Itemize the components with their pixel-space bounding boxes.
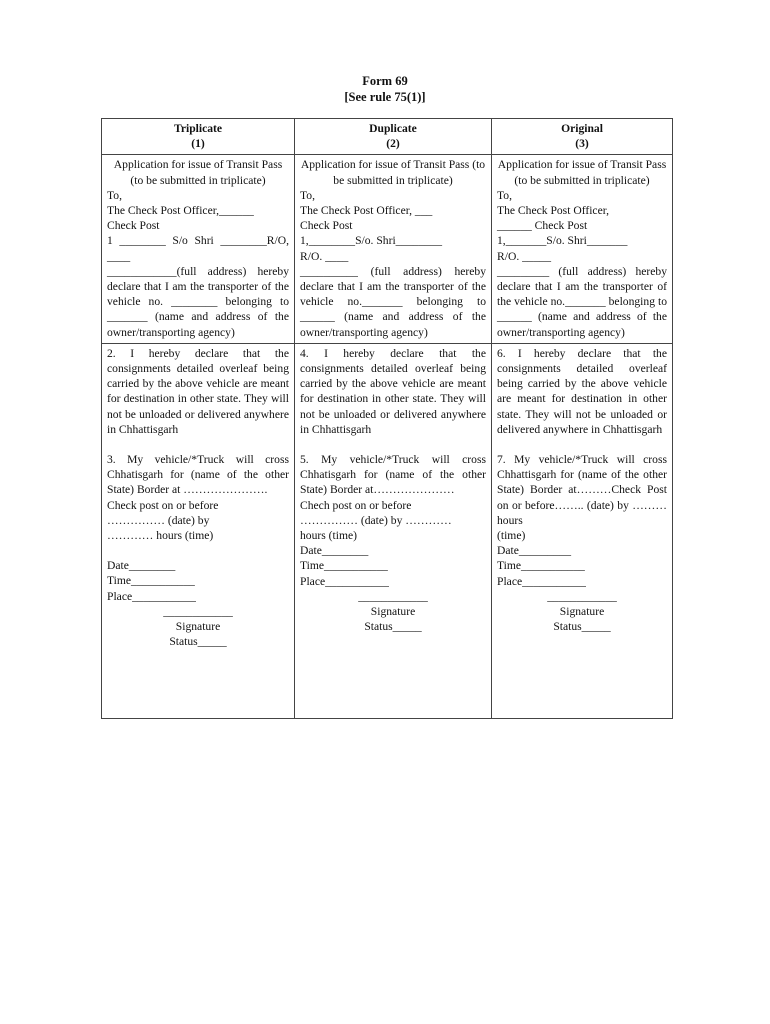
signature-line: ____________ [163, 604, 233, 618]
officer-line: The Check Post Officer, [497, 204, 610, 218]
rule-reference: [See rule 75(1)] [344, 90, 426, 104]
declaration-cell-triplicate [102, 343, 295, 718]
salutation: To, [107, 188, 122, 202]
time-field: Time___________ [107, 574, 195, 588]
hours-line: hours (time) [300, 529, 357, 543]
time-note: (time) [497, 529, 526, 543]
hours-line: ………… hours (time) [107, 529, 214, 543]
place-field: Place___________ [300, 574, 389, 588]
copy-label: Duplicate [369, 122, 417, 135]
applicant-line: 1,________S/o. Shri________ [300, 234, 443, 248]
border-crossing-text: 5. My vehicle/*Truck will cross Chhatisgarh for (name of the other State) Border at………………… [300, 453, 486, 497]
application-cell-triplicate [102, 155, 295, 343]
application-title: Application for issue of Transit Pass (to be submitted in triplicate) [300, 158, 486, 187]
application-cell-duplicate [295, 155, 492, 343]
copy-number: (3) [575, 137, 589, 151]
checkpost-date-line: Chech post on or before [300, 498, 412, 512]
form-table [101, 118, 673, 719]
officer-line: The Check Post Officer, ___ [300, 204, 433, 218]
status-field: Status_____ [169, 635, 227, 649]
signature-line: ____________ [547, 589, 617, 603]
time-field: Time___________ [300, 559, 388, 573]
copy-number: (2) [386, 137, 400, 151]
signature-line: ____________ [358, 589, 428, 603]
checkpost-line: Check Post [107, 219, 160, 233]
date-by-line: …………… (date) by ………… [300, 513, 452, 527]
copy-header-row [102, 119, 673, 155]
border-crossing-text: 7. My vehicle/*Truck will cross Chhattisgarh for (name of the other State) Border at………Check Post on or before…….. (date) by ………hours [497, 453, 667, 527]
date-field: Date________ [107, 559, 176, 573]
form-number: Form 69 [362, 74, 408, 88]
checkpost-line: ______ Check Post [497, 219, 588, 233]
application-title: Application for issue of Transit Pass (to be submitted in triplicate) [113, 158, 283, 187]
signature-label: Signature [175, 620, 221, 634]
destination-declaration: 4. I hereby declare that the consignments detailed overleaf being carried by the above vehicle are meant for destination in other state. They will not be unloaded or delivered anywhere in Chhattisgarh [300, 346, 486, 436]
applicant-line: 1 ________ S/o Shri ________R/O, ____ [107, 234, 289, 263]
status-field: Status_____ [364, 620, 422, 634]
declaration-row [102, 343, 673, 718]
place-field: Place___________ [107, 589, 196, 603]
date-field: Date_________ [497, 544, 572, 558]
officer-line: The Check Post Officer,______ [107, 204, 254, 218]
signature-label: Signature [559, 605, 605, 619]
copy-number: (1) [191, 137, 205, 151]
place-field: Place___________ [497, 574, 586, 588]
time-field: Time___________ [497, 559, 585, 573]
header-duplicate [295, 119, 492, 155]
declaration-text: _________ (full address) hereby declare that I am the transporter of the vehicle no._______ belonging to ______ (name and address of the owner/transporting agency) [497, 264, 667, 339]
salutation: To, [300, 188, 315, 202]
checkpost-line: Check Post [300, 219, 353, 233]
status-field: Status_____ [553, 620, 611, 634]
checkpost-date-line: Check post on or before [107, 498, 219, 512]
signature-label: Signature [370, 605, 416, 619]
application-row [102, 155, 673, 343]
declaration-cell-original [492, 343, 673, 718]
application-title: Application for issue of Transit Pass (to be submitted in triplicate) [497, 158, 667, 187]
date-field: Date________ [300, 544, 369, 558]
header-triplicate [102, 119, 295, 155]
residence-line: R/O. _____ [497, 249, 552, 263]
declaration-cell-duplicate [295, 343, 492, 718]
destination-declaration: 2. I hereby declare that the consignments detailed overleaf being carried by the above vehicle are meant for destination in other state. They will not be unloaded or delivered anywhere in Chhattisgarh [107, 346, 289, 436]
copy-label: Original [561, 122, 603, 135]
copy-label: Triplicate [173, 122, 223, 135]
salutation: To, [497, 188, 512, 202]
declaration-text: __________ (full address) hereby declare that I am the transporter of the vehicle no._______ belonging to ______ (name and address of the owner/transporting agency) [300, 264, 486, 339]
border-crossing-text: 3. My vehicle/*Truck will cross Chhatisgarh for (name of the other State) Border at …………………. [107, 453, 289, 497]
destination-declaration: 6. I hereby declare that the consignments detailed overleaf being carried by the above vehicle are meant for destination in other state. They will not be unloaded or delivered anywhere in Chhattisgarh [497, 346, 667, 436]
applicant-line: 1,_______S/o. Shri_______ [497, 234, 628, 248]
date-by-line: …………… (date) by [107, 513, 210, 527]
application-cell-original [492, 155, 673, 343]
residence-line: R/O. ____ [300, 249, 349, 263]
declaration-text: ____________(full address) hereby declare that I am the transporter of the vehicle no. ________ belonging to _______ (name and address of the owner/transporting agency) [107, 264, 289, 339]
header-original [492, 119, 673, 155]
